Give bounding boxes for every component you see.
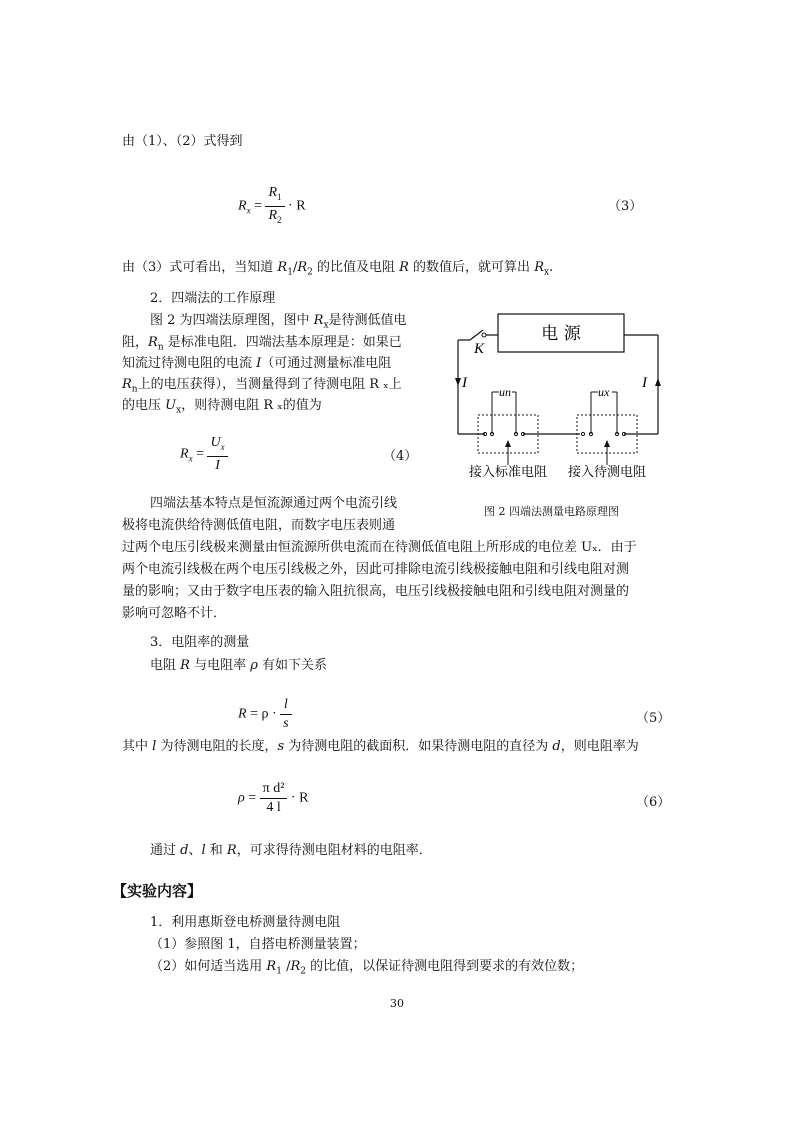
four-terminal-line: 图 2 为四端法原理图，图中 $R_x$是待测低值电 [150, 313, 407, 331]
equation-3-number: （3） [608, 199, 643, 214]
four-terminal-line: 阻，$R_n$ 是标准电阻．四端法基本原理是：如果已 [122, 335, 402, 353]
four-terminal-line: 知流过待测电阻的电流 I（可通过测量标准电阻 [122, 356, 392, 371]
feature-line: 两个电流引线极在两个电压引线极之外，因此可排除电流引线极接触电阻和引线电阻对测 [122, 562, 630, 577]
equation-3: $R_x$ = $\frac{R_1}{R_2}$ · R [238, 185, 306, 225]
paragraph-ratio: 由（3）式可看出，当知道 $R_1/R_2$ 的比值及电阻 R 的数值后，就可算出 $R_x$. [122, 260, 554, 278]
down-arrow-icon [455, 378, 461, 386]
power-supply-label: 电 源 [541, 324, 581, 344]
up-arrow-icon [604, 440, 610, 447]
page-number: 30 [390, 997, 404, 1010]
equation-6-number: （6） [636, 795, 671, 810]
figure-caption: 图 2 四端法测量电路原理图 [484, 505, 619, 518]
feature-line: 极将电流供给待测低值电阻，而数字电压表则通 [122, 518, 396, 533]
feature-line: 四端法基本特点是恒流源通过两个电流引线 [150, 496, 398, 511]
four-terminal-circuit-diagram [440, 300, 680, 490]
item-1: 1．利用惠斯登电桥测量待测电阻 [150, 915, 341, 930]
paragraph-relation: 电阻 R 与电阻率 ρ 有如下关系 [150, 658, 327, 673]
current-label-left: I [462, 375, 467, 391]
voltage-label-standard: un [499, 385, 511, 399]
test-resistor-label: 接入待测电阻 [567, 465, 647, 480]
item-1-2: （2）如何适当选用 $R_1$ $/R_2$ 的比值，以保证待测电阻得到要求的有效位数； [150, 959, 584, 977]
equation-4: $R_x$ = $\frac{U_x}{I}$ [180, 434, 228, 475]
equation-5: R = ρ · $\frac{l}{s}$ [238, 696, 292, 733]
subheading-resistivity: 3．电阻率的测量 [150, 635, 250, 650]
four-terminal-line: $R_n$上的电压获得），当测量得到了待测电阻 R ₓ上 [122, 377, 402, 395]
up-arrow-icon [505, 440, 511, 447]
section-heading-experiment: 【实验内容】 [112, 882, 203, 900]
paragraph-through: 通过 d、l 和 R，可求得待测电阻材料的电阻率． [150, 843, 432, 858]
feature-line: 影响可忽略不计． [122, 606, 227, 621]
equation-6: ρ = $\frac{\text{π d²}}{4 l}$ · R [238, 781, 309, 815]
item-1-1: （1）参照图 1，自搭电桥测量装置； [150, 937, 366, 952]
equation-4-number: （4） [383, 449, 418, 464]
up-arrow-icon [655, 378, 661, 386]
paragraph-where: 其中 l 为待测电阻的长度，s 为待测电阻的截面积．如果待测电阻的直径为 d，则电阻率为 [122, 739, 639, 754]
switch [470, 330, 483, 340]
subheading-four-terminal: 2．四端法的工作原理 [150, 291, 276, 306]
switch-label: K [474, 341, 485, 357]
four-terminal-line: 的电压 $U_x$，则待测电阻 R ₓ的值为 [122, 398, 322, 416]
equation-5-number: （5） [636, 711, 671, 726]
current-label-right: I [642, 375, 647, 391]
feature-line: 量的影响；又由于数字电压表的输入阻抗很高，电压引线极接触电阻和引线电阻对测量的 [122, 584, 630, 599]
voltage-label-test: ux [598, 385, 610, 399]
feature-line: 过两个电压引线极来测量由恒流源所供电流而在待测低值电阻上所形成的电位差 Uₓ．由于 [122, 540, 637, 555]
standard-resistor-label: 接入标准电阻 [468, 465, 548, 480]
paragraph-intro: 由（1）、（2）式得到 [122, 134, 243, 149]
